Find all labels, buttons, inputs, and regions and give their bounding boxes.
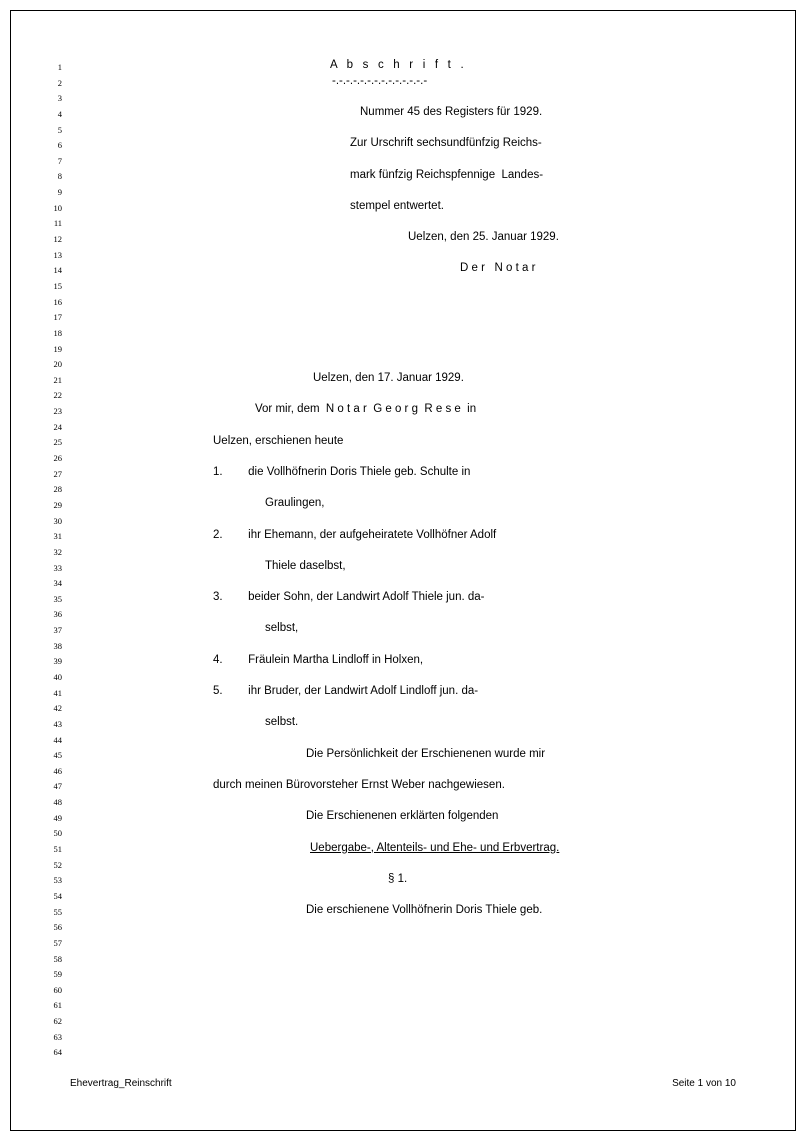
document-text-line: 2. ihr Ehemann, der aufgeheiratete Vollhöfner Adolf [213,528,497,541]
document-text-line: 4. Fräulein Martha Lindloff in Holxen, [213,653,424,666]
line-number: 21 [53,374,62,385]
page-footer [70,1078,736,1089]
line-number: 38 [53,640,62,651]
line-number: 48 [53,797,62,808]
line-number: 12 [53,234,62,245]
line-number: 28 [53,484,62,495]
document-text-line: Zur Urschrift sechsundfünfzig Reichs- [350,137,542,150]
line-number: 20 [53,359,62,370]
line-number: 4 [57,108,62,119]
line-number: 22 [53,390,62,401]
line-number: 26 [53,453,62,464]
line-number: 64 [53,1047,62,1058]
line-number: 44 [53,734,62,745]
document-text-line: stempel entwertet. [350,199,444,212]
line-number: 6 [57,140,62,151]
line-number: 54 [53,890,62,901]
line-number: 35 [53,593,62,604]
line-number: 36 [53,609,62,620]
document-text-line: 5. ihr Bruder, der Landwirt Adolf Lindloff jun. da- [213,685,479,697]
line-number-gutter [40,60,62,1061]
line-number: 1 [57,62,62,72]
line-number: 40 [53,671,62,682]
line-number: 42 [53,703,62,714]
document-text-line: Nummer 45 des Registers für 1929. [360,105,543,118]
footer-pagination: Seite 1 von 10 [672,1078,736,1089]
document-text-line: Thiele daselbst, [265,559,346,572]
line-number: 30 [53,515,62,526]
line-number: 7 [57,155,62,166]
line-number: 45 [53,750,62,761]
document-text-line: D e r N o t a r [460,262,536,275]
document-text-line: Graulingen, [265,497,325,510]
line-number: 9 [57,187,62,198]
document-text-line: Die Persönlichkeit der Erschienenen wurde mir [306,747,546,760]
line-number: 33 [53,562,62,573]
line-number: 47 [53,781,62,792]
document-text-line: selbst. [265,716,299,729]
line-number: 17 [53,312,62,323]
line-number: 25 [53,437,62,448]
document-text-line: Vor mir, dem N o t a r G e o r g R e s e in [255,403,477,416]
line-number: 3 [57,93,62,104]
line-number: 5 [57,124,62,135]
line-number: 32 [53,546,62,557]
line-number: 11 [53,218,62,229]
line-number: 46 [53,765,62,776]
line-number: 62 [53,1016,62,1027]
document-text-line: § 1. [388,872,408,885]
document-text-line: Uelzen, den 17. Januar 1929. [313,372,464,384]
line-number: 41 [53,687,62,698]
line-number: 19 [53,343,62,354]
line-number: 2 [57,77,62,88]
document-text-line: Uebergabe-, Altenteils- und Ehe- und Erbvertrag. [310,841,560,854]
line-number: 24 [53,421,62,432]
line-number: 39 [53,656,62,667]
heading-divider: -.-.-.-.-.-.-.-.-.-.-.-.-.- [332,74,428,87]
line-number: 18 [53,327,62,338]
line-number: 16 [53,296,62,307]
line-number: 52 [53,859,62,870]
line-number: 10 [53,202,62,213]
line-number: 37 [53,625,62,636]
document-text-line: 3. beider Sohn, der Landwirt Adolf Thiele jun. da- [213,591,485,604]
document-text-line: Die erschienene Vollhöfnerin Doris Thiele geb. [306,904,543,917]
line-number: 59 [53,969,62,980]
document-text-line: Die Erschienenen erklärten folgenden [306,810,499,823]
line-number: 58 [53,953,62,964]
line-number: 27 [53,468,62,479]
line-number: 13 [53,249,62,260]
line-number: 57 [53,937,62,948]
document-text-line: Uelzen, den 25. Januar 1929. [408,231,559,244]
line-number: 51 [53,844,62,855]
line-number: 15 [53,280,62,291]
line-number: 63 [53,1031,62,1042]
line-number: 56 [53,922,62,933]
line-number: 43 [53,718,62,729]
line-number: 29 [53,499,62,510]
line-number: 34 [53,578,62,589]
document-text-line: 1. die Vollhöfnerin Doris Thiele geb. Schulte in [213,465,471,478]
line-number: 55 [53,906,62,917]
document-text-line: mark fünfzig Reichspfennige Landes- [350,168,544,181]
document-text-line: durch meinen Bürovorsteher Ernst Weber nachgewiesen. [213,778,505,791]
line-number: 60 [53,984,62,995]
line-number: 31 [53,531,62,542]
line-number: 8 [57,171,62,182]
document-text-line: selbst, [265,622,299,635]
document-heading: A b s c h r i f t . [330,59,467,71]
line-number: 50 [53,828,62,839]
line-number: 23 [53,406,62,417]
line-number: 49 [53,812,62,823]
line-number: 61 [53,1000,62,1011]
line-number: 14 [53,265,62,276]
document-text-line: Uelzen, erschienen heute [213,434,344,447]
line-number: 53 [53,875,62,886]
footer-filename: Ehevertrag_Reinschrift [70,1078,172,1089]
